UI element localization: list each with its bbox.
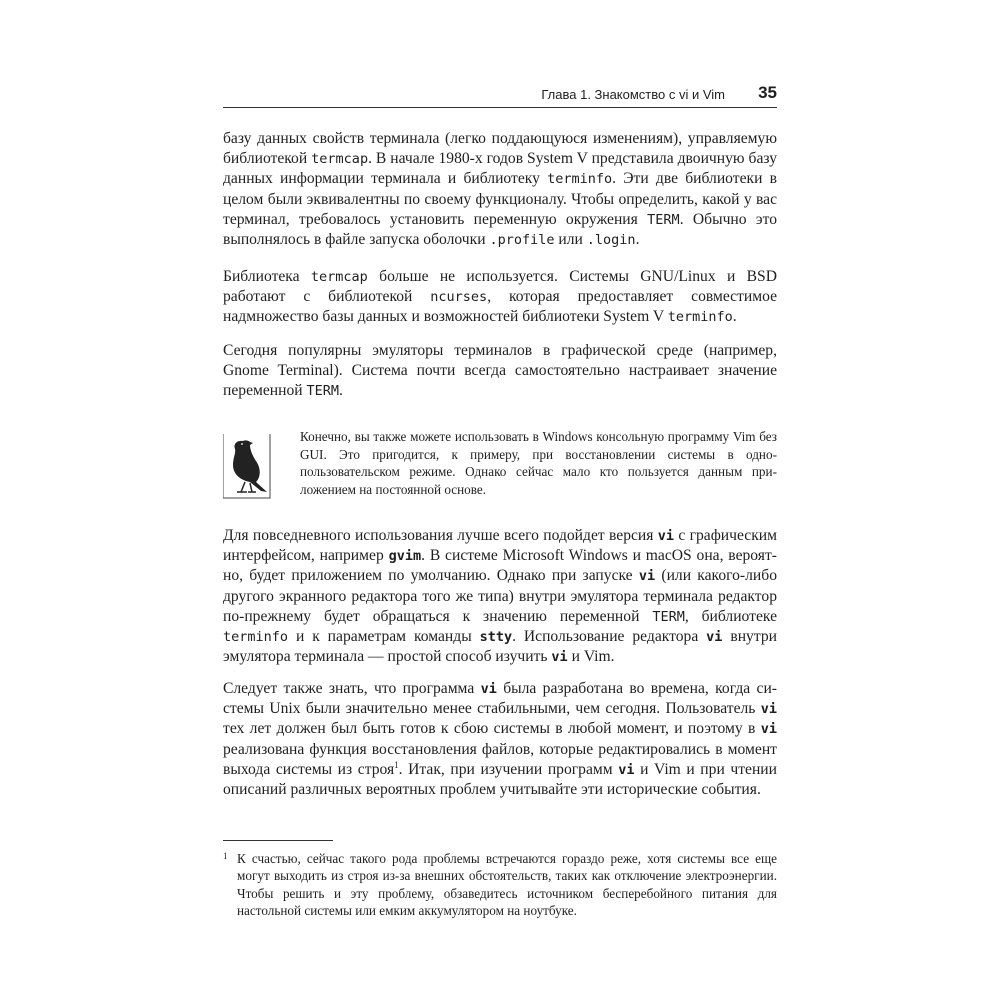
text-run: Следует также знать, что программа: [223, 680, 481, 697]
paragraph-3: [223, 341, 777, 402]
code-vi: vi: [760, 701, 777, 718]
text-run: .: [732, 308, 737, 326]
footnote-text: К счастью, сейчас такого рода проблемы встречаются гораздо реже, хотя системы все еще могут выходить из строя из-за внешних обстоятельств, таких как отключение электроэнергии. Чтобы решить и эту проблему, обзаведитесь источником бесперебойного питания для настольной системы или емким аккумулятором на ноутбуке.: [237, 851, 777, 919]
text-run: , которая предоставляет совместимое надмножество базы данных и возможностей библиотеки System V: [223, 288, 777, 326]
code-terminfo: terminfo: [547, 171, 613, 188]
text-run: тех лет должен был быть готов к сбою системы в любой момент, и поэтому в: [223, 720, 761, 738]
text-run: .: [635, 231, 640, 249]
text-run: . В начале 1980-х годов System V представила двоичную базу данных информации терминала и библиотеку: [223, 150, 777, 188]
text-run: Сегодня популярны эмуляторы терминалов в графической среде (например, Gnome Terminal). Система почти всегда самостоятельно настраивает значение переменной: [223, 342, 777, 400]
code-stty: stty: [479, 629, 513, 646]
text-run: была разработана во времена, когда системы Unix были значительно менее стабильными, чем сегодня. Пользователь: [223, 680, 777, 718]
text-run: Для повседневного использования лучше всего подойдет версия: [223, 527, 658, 544]
text-run: и к параметрам команды: [288, 628, 480, 646]
code-gvim: gvim: [388, 548, 422, 565]
text-run: . Обычно это выполнялось в файле запуска оболочки: [223, 210, 778, 249]
header-rule: [223, 107, 777, 108]
footnote-mark: 1: [223, 851, 228, 861]
code-terminfo: terminfo: [667, 309, 733, 326]
code-ncurses: ncurses: [430, 289, 488, 306]
text-run: больше не используется. Системы GNU/Linux и BSD работают с библиотекой: [223, 268, 777, 306]
text-run: . Итак, при изучении программ: [398, 760, 619, 778]
code-term: TERM: [652, 608, 685, 625]
paragraph-4: [223, 526, 777, 667]
crow-icon: [223, 431, 271, 499]
code-term: TERM: [306, 383, 340, 400]
note-text: Конечно, вы также можете использовать в Windows консольную программу Vim без GUI. Это пригодится, к примеру, при восстановлении системы в однопользовательском режиме. Однако сейчас мало кто пользуется данным приложением на постоянной основе.: [300, 429, 777, 497]
page-number: 35: [758, 83, 777, 102]
text-run: и Vim и при чтении описаний различных вероятных проблем учитывайте эти исторические события.: [223, 760, 777, 799]
code-vi: vi: [551, 649, 568, 666]
note-block: [223, 428, 777, 500]
code-termcap: termcap: [311, 151, 369, 168]
text-run: или: [554, 231, 587, 249]
code-vi: vi: [480, 681, 497, 697]
text-run: , библиотеке: [684, 607, 777, 625]
text-run: внутри эмулятора терминала — простой способ изучить: [223, 628, 777, 666]
paragraph-2: [223, 267, 777, 328]
code-terminfo: terminfo: [223, 629, 289, 646]
code-vi: vi: [760, 721, 777, 738]
footnote-ref[interactable]: 1: [394, 759, 399, 770]
text-run: . Эти две библиотеки в целом были эквивалентны по своему функционалу. Чтобы определить, какой у вас терминал, требовалось установить переменную окружения: [223, 170, 777, 228]
text-run: . Использование редактора: [512, 628, 707, 646]
code-termcap: termcap: [310, 269, 368, 285]
code-vi: vi: [657, 528, 675, 544]
footnote-rule: [223, 840, 333, 841]
code-vi: vi: [618, 761, 635, 778]
text-run: . В системе Microsoft Windows и macOS она, вероятно, будет приложением по умолчанию. Однако при запуске: [223, 547, 777, 585]
text-run: (или какого-либо другого экранного редактора того же типа) внутри эмулятора терминала редактор по-прежнему будет обращаться к значению переменной: [223, 567, 777, 625]
text-run: .: [339, 382, 343, 400]
code-vi: vi: [706, 629, 723, 646]
chapter-title: Глава 1. Знакомство с vi и Vim: [541, 87, 725, 102]
text-run: с графическим интерфейсом, например: [223, 527, 778, 565]
text-run: Библиотека: [223, 268, 311, 285]
running-header: [223, 82, 777, 108]
code-term: TERM: [647, 211, 680, 228]
text-run: базу данных свойств терминала (легко поддающуюся изменениям), управляемую библиотекой: [223, 130, 777, 168]
text-run: и Vim.: [567, 648, 615, 666]
text-run: реализована функция восстановления файлов, которые редактировались в момент выхода системы из строя: [223, 740, 777, 778]
code-profile: .profile: [489, 232, 555, 249]
paragraph-5: [223, 679, 777, 800]
code-vi: vi: [638, 568, 656, 585]
code-login: .login: [586, 232, 636, 249]
paragraph-1: [223, 129, 777, 250]
